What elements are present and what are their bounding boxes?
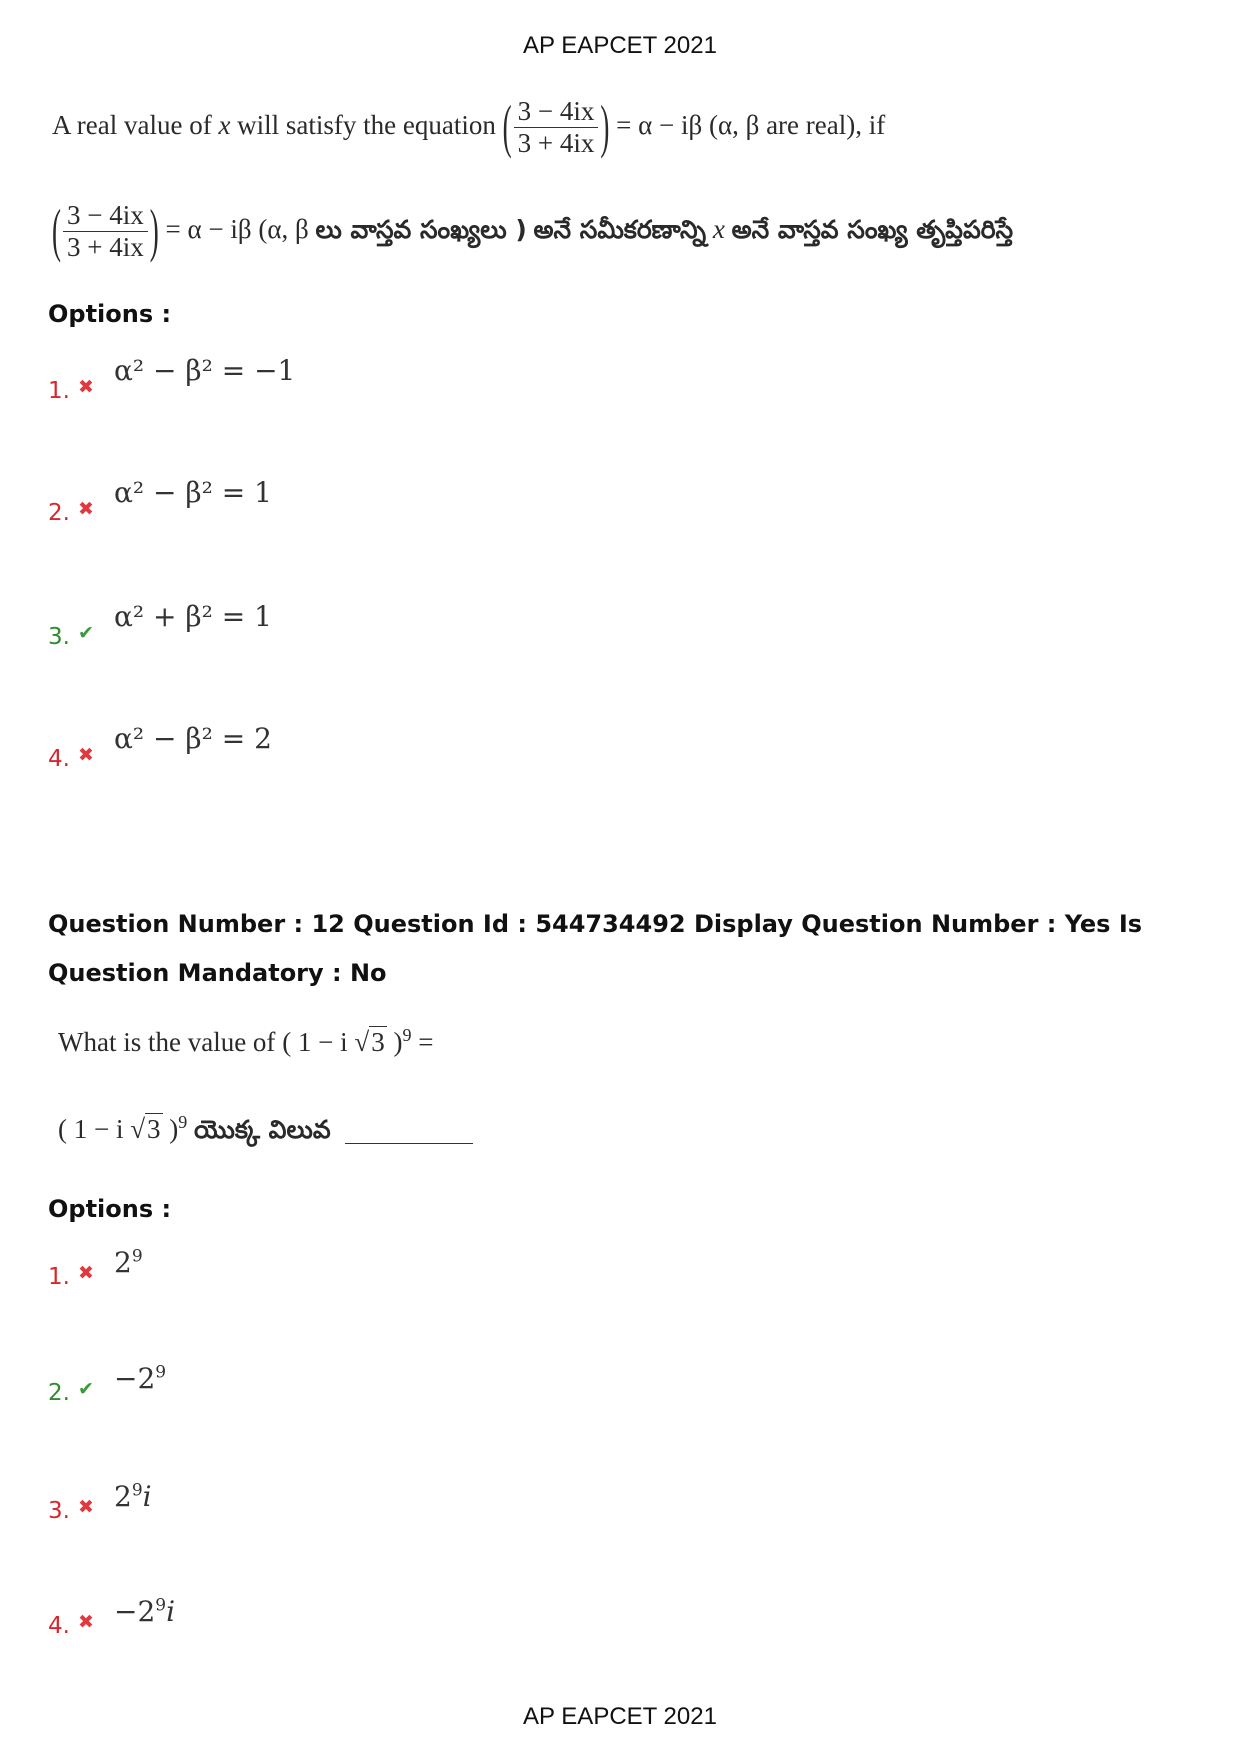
cross-icon: ✖ bbox=[78, 1262, 94, 1284]
q11-stem-mid: will satisfy the equation bbox=[237, 109, 496, 140]
answer-blank bbox=[345, 1143, 473, 1144]
q11-options-label: Options : bbox=[48, 300, 172, 328]
q11-telugu-x: x bbox=[712, 213, 725, 244]
option-math: α² − β² = 2 bbox=[114, 722, 272, 755]
q11-telugu-rhs: = α − iβ (α, β bbox=[165, 213, 309, 244]
q11-frac-num: 3 − 4ix bbox=[514, 96, 599, 128]
option-number: 4. bbox=[48, 746, 70, 772]
q11-telugu-part3: అనే వాస్తవ సంఖ్య తృప్తిపరిస్తే bbox=[731, 214, 1014, 244]
option-math: $2^9i$ bbox=[114, 1480, 152, 1513]
q11-fraction bbox=[514, 96, 599, 159]
check-icon: ✔ bbox=[78, 1378, 94, 1400]
q11-telugu-part1: లు వాస్తవ సంఖ్యలు ) bbox=[315, 214, 527, 244]
q11-var-x: x bbox=[218, 109, 231, 140]
q11-telugu-part2: అనే సమీకరణాన్ని bbox=[533, 214, 707, 244]
q12-telugu-expr-open: ( 1 − i √ bbox=[58, 1114, 146, 1144]
option-number: 3. bbox=[48, 1498, 70, 1524]
q11-frac-num-telugu: 3 − 4ix bbox=[63, 200, 148, 232]
option-number: 4. bbox=[48, 1613, 70, 1639]
q11-fraction-telugu bbox=[63, 200, 148, 263]
option-math: $-2^9$ bbox=[114, 1362, 167, 1395]
page-footer: AP EAPCET 2021 bbox=[523, 1703, 717, 1730]
q12-equals: = bbox=[418, 1027, 434, 1057]
cross-icon: ✖ bbox=[78, 1611, 94, 1633]
q11-stem: A real value of x will satisfy the equation ( $\frac{3 - 4ix}{3 + 4ix}$ ) = α − iβ (α, β are real), if bbox=[52, 93, 886, 160]
q11-rhs: = α − iβ bbox=[616, 109, 703, 140]
q12-expr-close: ) bbox=[393, 1027, 403, 1057]
option-number: 2. bbox=[48, 1380, 70, 1406]
q11-frac-den-telugu: 3 + 4ix bbox=[67, 232, 144, 263]
option-number: 3. bbox=[48, 624, 70, 650]
q12-options-label: Options : bbox=[48, 1195, 172, 1223]
option-math: α² − β² = 1 bbox=[114, 476, 272, 509]
q11-frac-den: 3 + 4ix bbox=[517, 128, 595, 159]
q12-stem-prefix: What is the value of bbox=[58, 1027, 276, 1057]
q12-telugu-root-num: 3 bbox=[147, 1114, 161, 1144]
q11-condition: (α, β are real), if bbox=[708, 109, 886, 140]
option-math: $-2^9i$ bbox=[114, 1595, 176, 1628]
q12-telugu-exponent: 9 bbox=[178, 1112, 188, 1132]
cross-icon: ✖ bbox=[78, 1496, 94, 1518]
option-number: 1. bbox=[48, 378, 70, 404]
check-icon: ✔ bbox=[78, 622, 94, 644]
q11-stem-prefix: A real value of bbox=[52, 109, 212, 140]
option-math: α² − β² = −1 bbox=[114, 354, 296, 387]
q12-expr-open: ( 1 − i √ bbox=[282, 1027, 370, 1057]
q12-stem bbox=[58, 1025, 433, 1058]
q12-telugu-text: యొక్క విలువ bbox=[194, 1115, 331, 1144]
page-header: AP EAPCET 2021 bbox=[523, 32, 717, 59]
option-number: 2. bbox=[48, 500, 70, 526]
q12-meta: Question Number : 12 Question Id : 544734492 Display Question Number : Yes Is Question Mandatory : No bbox=[48, 910, 1143, 987]
option-math: α² + β² = 1 bbox=[114, 600, 272, 633]
cross-icon: ✖ bbox=[78, 498, 94, 520]
cross-icon: ✖ bbox=[78, 376, 94, 398]
q12-root-num: 3 bbox=[371, 1027, 385, 1057]
q12-stem-telugu bbox=[58, 1112, 473, 1151]
q11-stem-telugu: ( $\frac{3 - 4ix}{3 + 4ix}$ ) = α − iβ (α, β లు వాస్తవ సంఖ్యలు ) అనే సమీకరణాన్ని x అనే వాస్తవ సంఖ్య తృప్తిపరిస్తే bbox=[52, 197, 1014, 264]
option-math: $2^9$ bbox=[114, 1246, 143, 1279]
cross-icon: ✖ bbox=[78, 744, 94, 766]
q12-exponent: 9 bbox=[402, 1025, 412, 1045]
q12-telugu-expr-close: ) bbox=[169, 1114, 179, 1144]
option-number: 1. bbox=[48, 1264, 70, 1290]
